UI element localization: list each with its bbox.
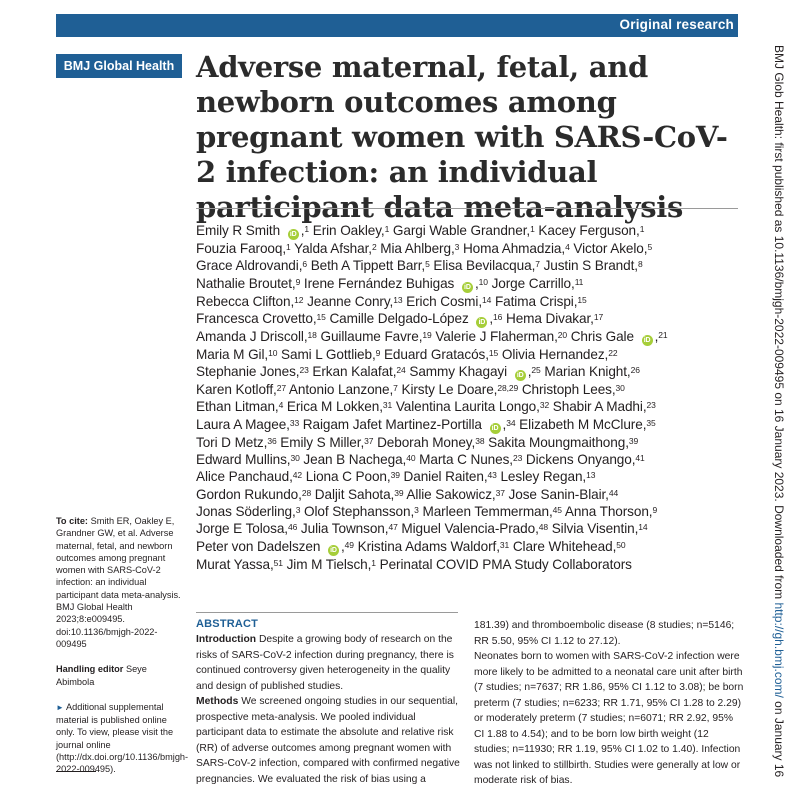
title-divider xyxy=(196,208,738,209)
affiliation-number: 31 xyxy=(382,400,393,411)
affiliation-number: 2 xyxy=(371,242,377,252)
affiliation-number: 37 xyxy=(495,487,505,498)
affiliation-number: 13 xyxy=(393,294,403,305)
affiliation-number: 15 xyxy=(577,294,587,305)
author-line: Fouzia Farooq,$^1$ Yalda Afshar,$^2$ Mia Ahlberg,$^3$ Homa Ahmadzia,$^4$ Victor Akelo,$^5$ xyxy=(196,241,653,256)
affiliation-number: 10 xyxy=(478,276,488,287)
affiliation-number: 16 xyxy=(493,311,503,322)
sidebar-divider xyxy=(56,771,96,772)
affiliation-number: 41 xyxy=(635,453,645,464)
cite-label: To cite: xyxy=(56,516,88,526)
affiliation-number: 34 xyxy=(506,417,516,428)
author-line: Stephanie Jones,$^{23}$ Erkan Kalafat,$^{24}$ Sammy Khagayi iD ,$^{25}$ Marian Knight,$^{26}$ xyxy=(196,364,640,380)
affiliation-number: 12 xyxy=(294,294,304,305)
affiliation-number: 23 xyxy=(646,400,656,411)
cite-text: Smith ER, Oakley E, Grandner GW, et al. Adverse maternal, fetal, and newborn outcomes among pregnant women with SARS-CoV-2 infection: an individual participant data meta-analysis. BMJ Global Health 2023;8:e009495. doi:10.1136/bmjgh-2022-009495 xyxy=(56,516,181,649)
affiliation-number: 31 xyxy=(499,539,510,550)
article-title: Adverse maternal, fetal, and newborn outcomes among pregnant women with SARS-CoV-2 infection: an individual participant data meta-analysis xyxy=(196,50,728,224)
orcid-icon[interactable]: iD xyxy=(515,370,526,381)
affiliation-number: 15 xyxy=(488,347,499,358)
affiliation-number: 20 xyxy=(557,329,568,340)
affiliation-number: 3 xyxy=(454,242,460,252)
orcid-icon[interactable]: iD xyxy=(642,335,653,346)
author-line: Ethan Litman,$^4$ Erica M Lokken,$^{31}$ Valentina Laurita Longo,$^{32}$ Shabir A Madhi,$^{23}$ xyxy=(196,399,656,415)
citation-block xyxy=(56,515,186,650)
orcid-icon[interactable]: iD xyxy=(476,317,487,328)
author-line: Grace Aldrovandi,$^6$ Beth A Tippett Barr,$^5$ Elisa Bevilacqua,$^7$ Justin S Brandt,$^8$ xyxy=(196,258,643,274)
section-label: Original research xyxy=(619,17,734,32)
handling-label: Handling editor xyxy=(56,664,124,675)
affiliation-number: 1 xyxy=(530,224,535,234)
affiliation-number: 35 xyxy=(646,417,656,428)
handling-name: Seye Abimbola xyxy=(56,664,147,687)
affiliation-number: 14 xyxy=(482,294,492,305)
affiliation-number: 23 xyxy=(299,365,309,376)
affiliation-number: 23 xyxy=(512,453,523,464)
download-note xyxy=(772,45,786,777)
results-text-2: Neonates born to women with SARS-CoV-2 infection were more likely to be admitted to a neonatal care unit after birth (7 studies; n=7637; RR 1.86, 95% CI 1.12 to 3.08); be born preterm (7 studies; n=6233; RR 1.71, 95% CI 1.28 to 2.29) or moderately preterm (7 studies; n=6071; RR 2.92, 95% CI 1.88 to 4.54); and to be born low birth weight (12 studies; n=11930; RR 1.19, 95% CI 1.02 to 1.40). Infection was not linked to stillbirth. Studies were generally at low or moderate risk of bias. xyxy=(474,651,744,786)
affiliation-number: 50 xyxy=(616,539,626,550)
author-line: Laura A Magee,$^{33}$ Raigam Jafet Martinez-Portilla iD ,$^{34}$ Elizabeth M McClure,$^{35}$ xyxy=(196,416,656,432)
affiliation-number: 7 xyxy=(535,259,540,270)
affiliation-number: 28,29 xyxy=(497,383,519,394)
affiliation-number: 4 xyxy=(565,242,570,252)
supplemental-note[interactable] xyxy=(56,701,189,776)
sidebar-notes xyxy=(56,515,189,776)
author-line: Nathalie Broutet,$^9$ Irene Fernández Buhigas iD ,$^{10}$ Jorge Carrillo,$^{11}$ xyxy=(196,275,584,291)
author-line: Karen Kotloff,$^{27}$ Antonio Lanzone,$^7$ Kirsty Le Doare,$^{28,29}$ Christoph Lees,$^{30}$ xyxy=(196,382,625,398)
affiliation-number: 33 xyxy=(289,417,300,428)
affiliation-number: 6 xyxy=(302,259,308,270)
author-list xyxy=(196,222,746,573)
author-line: Francesca Crovetto,$^{15}$ Camille Delgado-López iD ,$^{16}$ Hema Divakar,$^{17}$ xyxy=(196,310,604,326)
author-line: Maria M Gil,$^{10}$ Sami L Gottlieb,$^9$ Eduard Gratacós,$^{15}$ Olivia Hernandez,$^{22}$ xyxy=(196,346,618,362)
affiliation-number: 51 xyxy=(273,557,283,568)
affiliation-number: 14 xyxy=(638,522,648,533)
affiliation-number: 3 xyxy=(414,504,419,515)
affiliation-number: 27 xyxy=(276,383,286,394)
affiliation-number: 39 xyxy=(390,470,400,481)
affiliation-number: 15 xyxy=(316,311,326,322)
affiliation-number: 40 xyxy=(406,453,416,464)
affiliation-number: 1 xyxy=(384,224,390,234)
abstract-left-column xyxy=(196,632,462,787)
affiliation-number: 21 xyxy=(658,329,668,340)
abstract-right-column xyxy=(474,618,744,789)
affiliation-number: 11 xyxy=(574,276,584,287)
abstract-heading: ABSTRACT xyxy=(196,618,259,630)
affiliation-number: 39 xyxy=(394,487,404,498)
affiliation-number: 10 xyxy=(268,347,278,358)
intro-label: Introduction xyxy=(196,634,257,645)
affiliation-number: 19 xyxy=(422,329,432,340)
affiliation-number: 8 xyxy=(637,259,643,270)
download-note-suffix: on January 16 xyxy=(772,697,786,778)
affiliation-number: 25 xyxy=(531,365,541,376)
methods-label: Methods xyxy=(196,696,239,707)
affiliation-number: 48 xyxy=(538,522,549,533)
author-line: Tori D Metz,$^{36}$ Emily S Miller,$^{37}$ Deborah Money,$^{38}$ Sakita Moungmaithong,$^{39}$ xyxy=(196,434,639,450)
affiliation-number: 30 xyxy=(615,383,625,394)
affiliation-number: 32 xyxy=(539,400,550,411)
journal-badge: BMJ Global Health xyxy=(56,54,182,78)
affiliation-number: 47 xyxy=(388,522,398,533)
author-line: Gordon Rukundo,$^{28}$ Daljit Sahota,$^{39}$ Allie Sakowicz,$^{37}$ Jose Sanin-Blair,$^{44}$ xyxy=(196,486,619,502)
orcid-icon[interactable]: iD xyxy=(288,229,299,240)
affiliation-number: 9 xyxy=(295,276,301,287)
author-line: Edward Mullins,$^{30}$ Jean B Nachega,$^{40}$ Marta C Nunes,$^{23}$ Dickens Onyango,$^{41}$ xyxy=(196,452,645,468)
affiliation-number: 5 xyxy=(647,242,653,252)
arrow-right-icon: ► xyxy=(56,702,64,712)
author-line: Murat Yassa,$^{51}$ Jim M Tielsch,$^1$ Perinatal COVID PMA Study Collaborators xyxy=(196,556,632,572)
affiliation-number: 4 xyxy=(278,400,284,411)
affiliation-number: 9 xyxy=(652,504,658,515)
orcid-icon[interactable]: iD xyxy=(490,423,501,434)
affiliation-number: 46 xyxy=(287,522,298,533)
author-line: Emily R Smith iD ,$^1$ Erin Oakley,$^1$ Gargi Wable Grandner,$^1$ Kacey Ferguson,$^1$ xyxy=(196,223,645,238)
affiliation-number: 9 xyxy=(375,347,381,358)
abstract-divider xyxy=(196,612,458,613)
affiliation-number: 1 xyxy=(639,224,645,234)
affiliation-number: 17 xyxy=(593,311,604,322)
methods-text: We screened ongoing studies in our sequential, prospective meta-analysis. We pooled individual participant data to estimate the absolute and relative risk (RR) of adverse outcomes among pregnant women with SARS-CoV-2 infection, compared with confirmed negative pregnancies. We evaluated the risk of bias using a xyxy=(196,696,460,785)
author-line: Peter von Dadelszen iD ,$^{49}$ Kristina Adams Waldorf,$^{31}$ Clare Whitehead,$^{50}$ xyxy=(196,538,626,554)
affiliation-number: 39 xyxy=(628,435,639,446)
affiliation-number: 26 xyxy=(630,365,640,376)
affiliation-number: 1 xyxy=(286,242,291,252)
affiliation-number: 36 xyxy=(267,435,277,446)
affiliation-number: 3 xyxy=(295,504,301,515)
affiliation-number: 45 xyxy=(552,504,562,515)
affiliation-number: 44 xyxy=(608,487,619,498)
results-text-1: 181.39) and thromboembolic disease (8 studies; n=5146; RR 5.50, 95% CI 1.12 to 27.12). xyxy=(474,620,735,647)
site-link[interactable]: http://gh.bmj.com/ xyxy=(772,602,786,698)
section-banner xyxy=(56,14,738,37)
author-line: Alice Panchaud,$^{42}$ Liona C Poon,$^{39}$ Daniel Raiten,$^{43}$ Lesley Regan,$^{13}$ xyxy=(196,469,596,485)
affiliation-number: 13 xyxy=(586,470,596,481)
affiliation-number: 1 xyxy=(371,557,376,568)
affiliation-number: 30 xyxy=(290,453,300,464)
intro-text: Despite a growing body of research on the risks of SARS-CoV-2 infection during pregnancy, there is continued controversy given heterogeneity in the quality and design of published studies. xyxy=(196,634,454,692)
affiliation-number: 49 xyxy=(344,539,354,550)
affiliation-number: 24 xyxy=(396,365,406,376)
author-line: Rebecca Clifton,$^{12}$ Jeanne Conry,$^{13}$ Erich Cosmi,$^{14}$ Fatima Crispi,$^{15}$ xyxy=(196,293,587,309)
affiliation-number: 7 xyxy=(393,383,398,394)
orcid-icon[interactable]: iD xyxy=(328,545,339,556)
author-line: Jonas Söderling,$^3$ Olof Stephansson,$^3$ Marleen Temmerman,$^{45}$ Anna Thorson,$^9$ xyxy=(196,503,658,519)
author-line: Amanda J Driscoll,$^{18}$ Guillaume Favre,$^{19}$ Valerie J Flaherman,$^{20}$ Chris Gale iD ,$^{21}$ xyxy=(196,328,668,344)
handling-editor xyxy=(56,663,186,688)
affiliation-number: 42 xyxy=(292,470,303,481)
orcid-icon[interactable]: iD xyxy=(462,282,473,293)
affiliation-number: 28 xyxy=(301,487,312,498)
affiliation-number: 1 xyxy=(304,224,310,234)
supplemental-text[interactable]: Additional supplemental material is published online only. To view, please visit the journal online (http://dx.doi.org/10.1136/bmjgh-2022-009495). xyxy=(56,701,189,775)
affiliation-number: 37 xyxy=(364,435,374,446)
author-line: Jorge E Tolosa,$^{46}$ Julia Townson,$^{47}$ Miguel Valencia-Prado,$^{48}$ Silvia Visentin,$^{14}$ xyxy=(196,521,648,537)
download-note-prefix: BMJ Glob Health: first published as 10.1136/bmjgh-2022-009495 on 16 January 2023. Downloaded from xyxy=(772,45,786,603)
affiliation-number: 5 xyxy=(425,259,430,270)
affiliation-number: 38 xyxy=(475,435,485,446)
affiliation-number: 22 xyxy=(608,347,618,358)
affiliation-number: 18 xyxy=(307,329,317,340)
affiliation-number: 43 xyxy=(487,470,497,481)
